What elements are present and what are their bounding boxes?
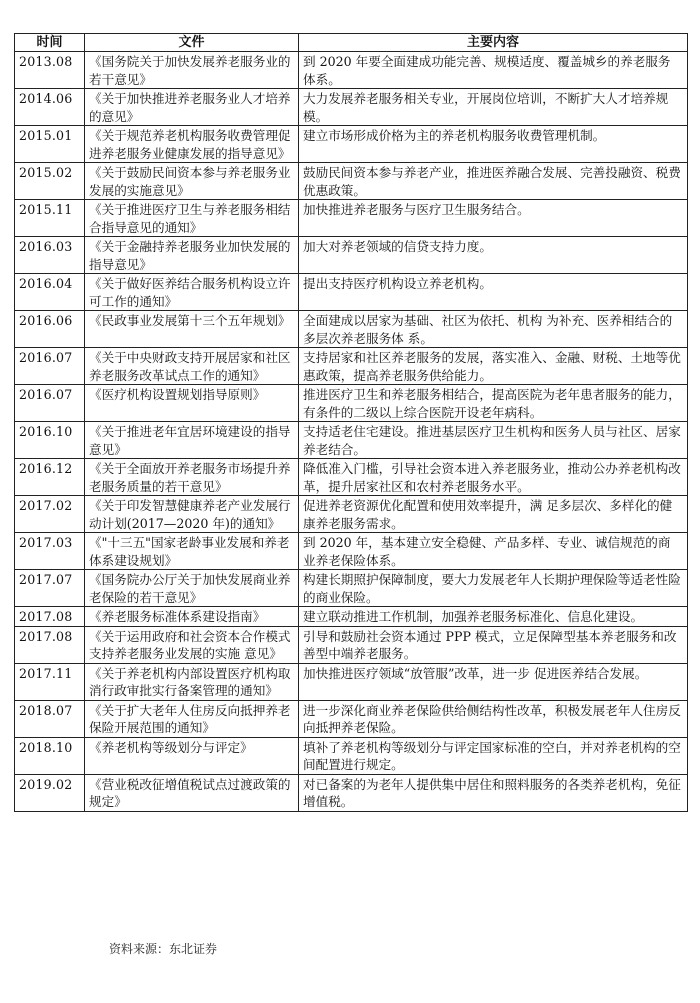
document-cell: 《关于扩大老年人住房反向抵押养老保险开展范围的通知》 — [85, 700, 299, 737]
content-cell: 支持适老住宅建设。推进基层医疗卫生机构和医务人员与社区、居家养老结合。 — [299, 422, 688, 459]
time-cell: 2016.07 — [15, 385, 85, 422]
content-cell: 加大对养老领域的信贷支持力度。 — [299, 237, 688, 274]
table-body — [15, 52, 688, 812]
content-cell: 引导和鼓励社会资本通过 PPP 模式，立足保障型基本养老服务和改善型中端养老服务。 — [299, 626, 688, 663]
time-cell: 2016.07 — [15, 348, 85, 385]
header-document: 文件 — [85, 34, 299, 52]
content-cell: 建立联动推进工作机制，加强养老服务标准化、信息化建设。 — [299, 607, 688, 627]
table-row — [15, 570, 688, 607]
table-row — [15, 89, 688, 126]
table-row — [15, 737, 688, 774]
time-cell: 2013.08 — [15, 52, 85, 89]
content-cell: 到 2020 年，基本建立安全稳健、产品多样、专业、诚信规范的商业养老保险体系。 — [299, 533, 688, 570]
content-cell: 加快推进养老服务与医疗卫生服务结合。 — [299, 200, 688, 237]
document-cell: 《关于印发智慧健康养老产业发展行动计划(2017—2020 年)的通知》 — [85, 496, 299, 533]
time-cell: 2015.11 — [15, 200, 85, 237]
time-cell: 2017.08 — [15, 607, 85, 627]
document-cell: 《民政事业发展第十三个五年规划》 — [85, 311, 299, 348]
table-row — [15, 496, 688, 533]
document-cell: 《关于全面放开养老服务市场提升养老服务质量的若干意见》 — [85, 459, 299, 496]
time-cell: 2016.12 — [15, 459, 85, 496]
document-cell: 《养老服务标准体系建设指南》 — [85, 607, 299, 627]
source-note: 资料来源：东北证券 — [109, 942, 218, 956]
time-cell: 2019.02 — [15, 774, 85, 811]
content-cell: 促进养老资源优化配置和使用效率提升，满 足多层次、多样化的健康养老服务需求。 — [299, 496, 688, 533]
table-row — [15, 663, 688, 700]
document-cell: 《医疗机构设置规划指导原则》 — [85, 385, 299, 422]
time-cell: 2018.07 — [15, 700, 85, 737]
document-cell: 《国务院办公厅关于加快发展商业养老保险的若干意见》 — [85, 570, 299, 607]
time-cell: 2018.10 — [15, 737, 85, 774]
content-cell: 构建长期照护保障制度，要大力发展老年人长期护理保险等适老性险的商业保险。 — [299, 570, 688, 607]
table-row — [15, 774, 688, 811]
time-cell: 2016.04 — [15, 274, 85, 311]
table-row — [15, 700, 688, 737]
time-cell: 2014.06 — [15, 89, 85, 126]
document-cell: 《关于中央财政支持开展居家和社区养老服务改革试点工作的通知》 — [85, 348, 299, 385]
time-cell: 2017.03 — [15, 533, 85, 570]
table-row — [15, 385, 688, 422]
document-cell: 《关于金融持养老服务业加快发展的指导意见》 — [85, 237, 299, 274]
document-cell: 《关于鼓励民间资本参与养老服务业发展的实施意见》 — [85, 163, 299, 200]
time-cell: 2017.07 — [15, 570, 85, 607]
header-content: 主要内容 — [299, 34, 688, 52]
table-row — [15, 607, 688, 627]
document-cell: 《国务院关于加快发展养老服务业的若干意见》 — [85, 52, 299, 89]
header-time: 时间 — [15, 34, 85, 52]
document-cell: 《关于推进老年宜居环境建设的指导意见》 — [85, 422, 299, 459]
table-row — [15, 311, 688, 348]
time-cell: 2017.08 — [15, 626, 85, 663]
content-cell: 降低准入门槛，引导社会资本进入养老服务业，推动公办养老机构改革，提升居家社区和农村养老服务水平。 — [299, 459, 688, 496]
table-row — [15, 348, 688, 385]
time-cell: 2016.03 — [15, 237, 85, 274]
document-cell: 《关于推进医疗卫生与养老服务相结合指导意见的通知》 — [85, 200, 299, 237]
document-cell: 《关于加快推进养老服务业人才培养的意见》 — [85, 89, 299, 126]
content-cell: 全面建成以居家为基础、社区为依托、机构 为补充、医养相结合的多层次养老服务体 系。 — [299, 311, 688, 348]
content-cell: 鼓励民间资本参与养老产业，推进医养融合发展、完善投融资、税费优惠政策。 — [299, 163, 688, 200]
time-cell: 2016.06 — [15, 311, 85, 348]
content-cell: 支持居家和社区养老服务的发展，落实准入、金融、财税、土地等优惠政策，提高养老服务供给能力。 — [299, 348, 688, 385]
document-cell: 《关于规范养老机构服务收费管理促进养老服务业健康发展的指导意见》 — [85, 126, 299, 163]
document-cell: 《关于养老机构内部设置医疗机构取消行政审批实行备案管理的通知》 — [85, 663, 299, 700]
table-row — [15, 459, 688, 496]
table-row — [15, 533, 688, 570]
table-row — [15, 626, 688, 663]
document-cell: 《养老机构等级划分与评定》 — [85, 737, 299, 774]
time-cell: 2017.02 — [15, 496, 85, 533]
content-cell: 推进医疗卫生和养老服务相结合，提高医院为老年患者服务的能力，有条件的二级以上综合医院开设老年病科。 — [299, 385, 688, 422]
time-cell: 2017.11 — [15, 663, 85, 700]
table-row — [15, 163, 688, 200]
table-row — [15, 52, 688, 89]
time-cell: 2015.01 — [15, 126, 85, 163]
content-cell: 大力发展养老服务相关专业，开展岗位培训，不断扩大人才培养规模。 — [299, 89, 688, 126]
content-cell: 进一步深化商业养老保险供给侧结构性改革，积极发展老年人住房反向抵押养老保险。 — [299, 700, 688, 737]
document-cell: 《关于运用政府和社会资本合作模式支持养老服务业发展的实施 意见》 — [85, 626, 299, 663]
table-row — [15, 126, 688, 163]
content-cell: 对已备案的为老年人提供集中居住和照料服务的各类养老机构，免征增值税。 — [299, 774, 688, 811]
time-cell: 2016.10 — [15, 422, 85, 459]
policy-table — [14, 33, 688, 812]
content-cell: 提出支持医疗机构设立养老机构。 — [299, 274, 688, 311]
content-cell: 建立市场形成价格为主的养老机构服务收费管理机制。 — [299, 126, 688, 163]
table-row — [15, 274, 688, 311]
table-header-row — [15, 34, 688, 52]
table-row — [15, 237, 688, 274]
document-cell: 《营业税改征增值税试点过渡政策的规定》 — [85, 774, 299, 811]
content-cell: 加快推进医疗领域“放管服”改革，进一步 促进医养结合发展。 — [299, 663, 688, 700]
table-row — [15, 422, 688, 459]
document-cell: 《"十三五"国家老龄事业发展和养老体系建设规划》 — [85, 533, 299, 570]
time-cell: 2015.02 — [15, 163, 85, 200]
table-row — [15, 200, 688, 237]
document-cell: 《关于做好医养结合服务机构设立许可工作的通知》 — [85, 274, 299, 311]
content-cell: 填补了养老机构等级划分与评定国家标准的空白，并对养老机构的空间配置进行规定。 — [299, 737, 688, 774]
content-cell: 到 2020 年要全面建成功能完善、规模适度、覆盖城乡的养老服务体系。 — [299, 52, 688, 89]
